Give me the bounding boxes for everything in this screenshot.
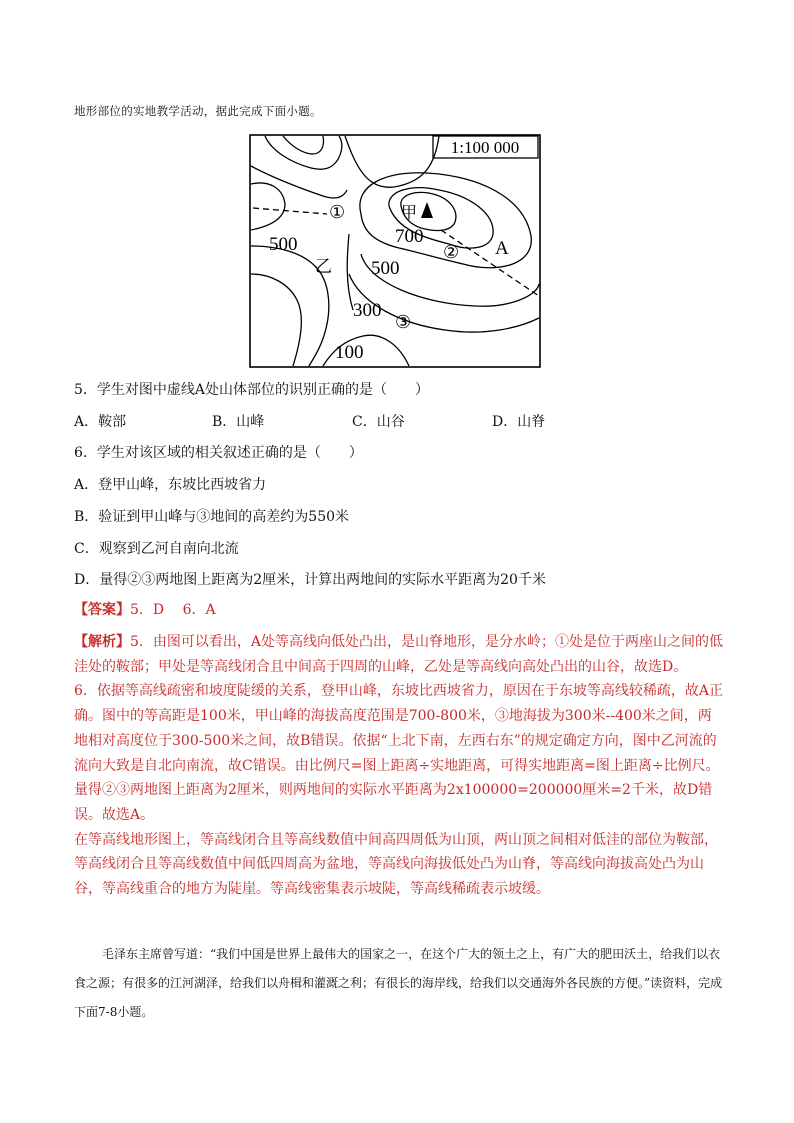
q5-option-d: D．山脊 (492, 414, 546, 430)
label-yi: 乙 (315, 257, 332, 276)
answer-text: 5．D 6．A (130, 602, 216, 618)
label-100: 100 (335, 342, 364, 363)
q6-stem: 6．学生对该区域的相关叙述正确的是（ ） (74, 445, 363, 461)
answer-line (74, 600, 216, 620)
label-500-mid: 500 (371, 258, 400, 279)
q5-stem: 5．学生对图中虚线A处山体部位的识别正确的是（ ） (74, 382, 430, 398)
analysis-block (74, 630, 724, 902)
q6-option-d: D．量得②③两地图上距离为2厘米，计算出两地间的实际水平距离为20千米 (74, 572, 546, 588)
q6-option-b: B．验证到甲山峰与③地间的高差约为550米 (74, 509, 350, 525)
analysis-label: 【解析】 (74, 634, 130, 650)
q5-option-b: B．山峰 (212, 414, 265, 430)
label-point-2: ② (443, 242, 460, 262)
label-700: 700 (395, 226, 424, 247)
q6-option-a: A．登甲山峰，东坡比西坡省力 (74, 477, 267, 493)
q6-option-c: C．观察到乙河自南向北流 (74, 541, 239, 557)
quote-block (74, 940, 724, 1027)
q5-option-c: C．山谷 (352, 414, 405, 430)
label-300: 300 (353, 300, 382, 321)
label-jia: 甲 (401, 205, 418, 222)
q5-option-a: A．鞍部 (74, 414, 127, 430)
quote-text: 毛泽东主席曾写道：“我们中国是世界上最伟大的国家之一，在这个广大的领土之上，有广大的肥田沃土，给我们以衣食之源；有很多的江河湖泽，给我们以舟楫和灌溉之利；有很长的海岸线，给我们以交通海外各民族的方便。”读资料，完成下面7-8小题。 (74, 947, 723, 1019)
answer-label: 【答案】 (74, 602, 130, 618)
q5-options (74, 412, 724, 432)
analysis-para-3: 在等高线地形图上，等高线闭合且等高线数值中间高四周低为山顶，两山顶之间相对低洼的部位为鞍部，等高线闭合且等高线数值中间低四周高为盆地，等高线向海拔低处凸为山脊，等高线向海拔高处凸为山谷，等高线重合的地方为陡崖。等高线密集表示坡陡，等高线稀疏表示坡缓。 (74, 831, 718, 898)
label-point-a: A (495, 238, 509, 259)
analysis-para-2: 6．依据等高线疏密和坡度陡缓的关系，登甲山峰，东坡比西坡省力，原因在于东坡等高线较稀疏，故A正确。图中的等高距是100米，甲山峰的海拔高度范围是700-800米，③地海拔为300米--400米之间，两地相对高度位于300-500米之间，故B错误。依据“上北下南，左西右东”的规定确定方向，图中乙河流的流向大致是自北向南流，故C错误。由比例尺=图上距离÷实地距离，可得实地距离=图上距离÷比例尺。量得②③两地图上距离为2厘米，则两地间的实际水平距离为2x100000=200000厘米=2千米，故D错误。故选A。 (74, 683, 724, 823)
label-point-3: ③ (395, 312, 412, 332)
label-500-left: 500 (269, 234, 298, 255)
contour-map (249, 134, 541, 368)
analysis-text-1: 5．由图可以看出，A处等高线向低处凸出，是山脊地形，是分水岭；①处是位于两座山之间的低洼处的鞍部；甲处是等高线闭合且中间高于四周的山峰，乙处是等高线向高处凸出的山谷，故选D。 (74, 634, 724, 675)
intro-text: 地形部位的实地教学活动，据此完成下面小题。 (74, 104, 322, 118)
label-point-1: ① (329, 202, 346, 222)
analysis-para-1 (74, 630, 724, 679)
map-scale: 1:100 000 (450, 138, 520, 157)
